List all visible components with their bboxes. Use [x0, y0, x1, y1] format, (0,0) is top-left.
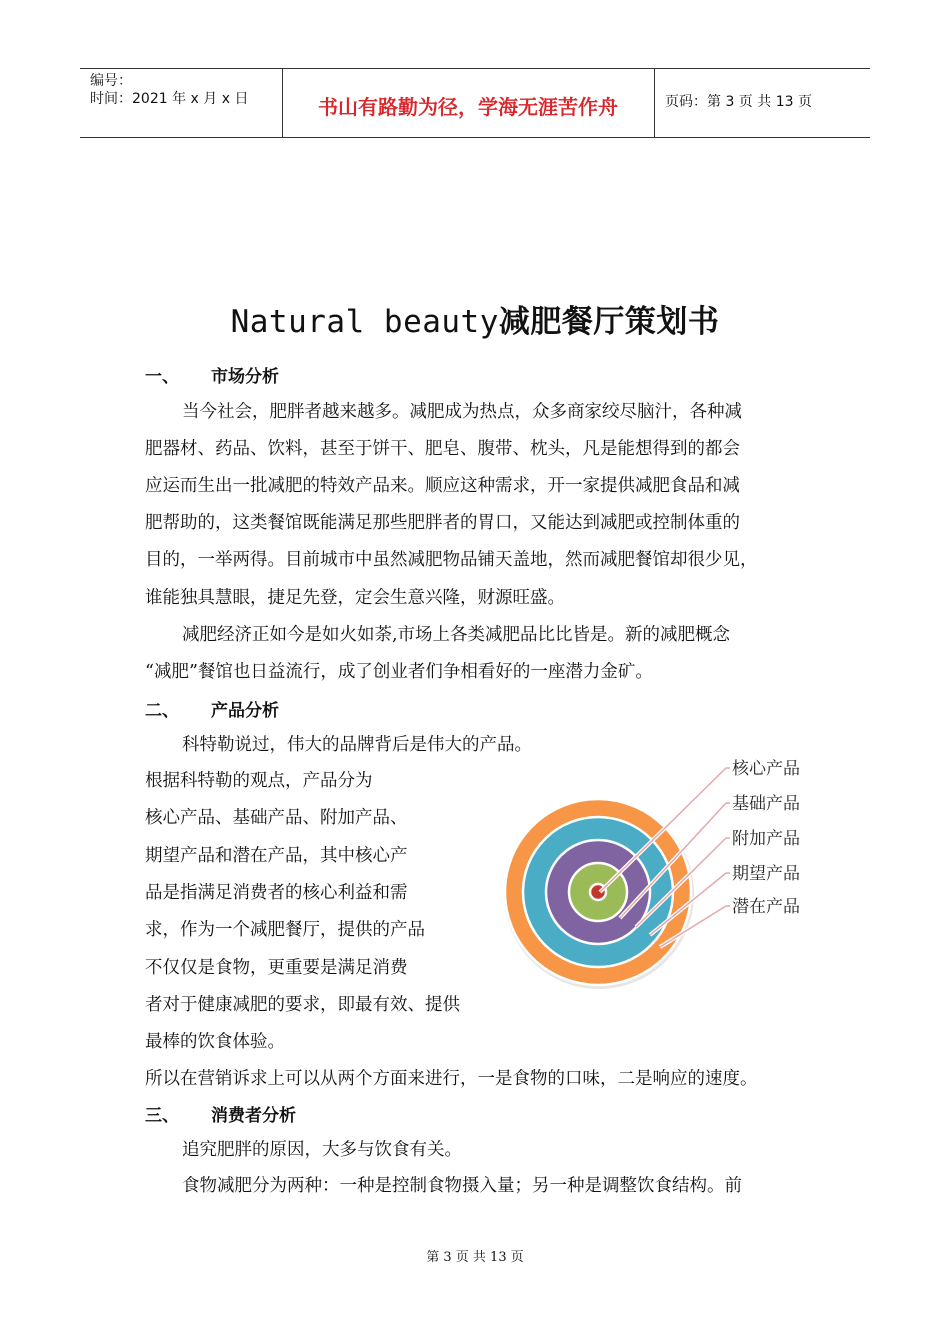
diagram-labels	[732, 759, 800, 917]
header-meta-cell	[80, 69, 283, 137]
motto: 书山有路勤为径，学海无涯苦作舟	[318, 95, 618, 119]
section-title: 市场分析	[211, 367, 279, 387]
section-title: 消费者分析	[211, 1106, 296, 1126]
paragraph-line: 求，作为一个减肥餐厅，提供的产品	[145, 920, 425, 940]
diagram-label: 基础产品	[732, 794, 800, 814]
title-zh: 减肥餐厅策划书	[498, 304, 720, 340]
paragraph-line: 肥帮助的，这类餐馆既能满足那些肥胖者的胃口，又能达到减肥或控制体重的	[145, 513, 740, 533]
paragraph-line: 核心产品、基础产品、附加产品、	[145, 808, 408, 828]
paragraph-line: 肥器材、药品、饮料，甚至于饼干、肥皂、腹带、枕头，凡是能想得到的都会	[145, 439, 740, 459]
section-heading-product	[145, 696, 279, 721]
section-number: 二、	[145, 701, 179, 721]
section-heading-market	[145, 362, 279, 387]
paragraph-line: 当今社会，肥胖者越来越多。减肥成为热点，众多商家绞尽脑汁，各种减	[182, 402, 742, 422]
paragraph-line: 谁能独具慧眼，捷足先登，定会生意兴隆，财源旺盛。	[145, 588, 565, 608]
paragraph-line: 根据科特勒的观点，产品分为	[145, 771, 373, 791]
diagram-label: 潜在产品	[732, 897, 800, 917]
paragraph-line: 减肥经济正如今是如火如荼,市场上各类减肥品比比皆是。新的减肥概念	[182, 625, 731, 645]
paragraph-line: 追究肥胖的原因，大多与饮食有关。	[182, 1140, 462, 1160]
page-footer: 第 3 页 共 13 页	[426, 1250, 524, 1265]
document-title	[0, 296, 950, 341]
paragraph-line: 所以在营销诉求上可以从两个方面来进行，一是食物的口味，二是响应的速度。	[145, 1069, 758, 1089]
title-en: Natural beauty	[230, 304, 499, 340]
header-motto-cell	[282, 69, 655, 137]
paragraph-line: 科特勒说过，伟大的品牌背后是伟大的产品。	[182, 735, 532, 755]
paragraph-line: “减肥”餐馆也日益流行，成了创业者们争相看好的一座潜力金矿。	[145, 662, 653, 682]
paragraph-line: 目的，一举两得。目前城市中虽然减肥物品铺天盖地，然而减肥餐馆却很少见，	[145, 550, 758, 570]
page-header	[80, 68, 870, 138]
header-page-cell	[655, 69, 870, 137]
section-heading-consumer	[145, 1101, 296, 1126]
paragraph-line: 应运而生出一批减肥的特效产品来。顺应这种需求，开一家提供减肥食品和减	[145, 476, 740, 496]
paragraph-line: 品是指满足消费者的核心利益和需	[145, 883, 408, 903]
diagram-label: 期望产品	[732, 864, 800, 884]
diagram-label: 核心产品	[732, 759, 800, 779]
page-info: 页码：第 3 页 共 13 页	[665, 94, 812, 110]
section-title: 产品分析	[211, 701, 279, 721]
section-number: 一、	[145, 367, 179, 387]
paragraph-line: 者对于健康减肥的要求，即最有效、提供	[145, 995, 460, 1015]
paragraph-line: 不仅仅是食物，更重要是满足消费	[145, 958, 408, 978]
product-levels-diagram	[500, 755, 840, 995]
paragraph-line: 期望产品和潜在产品，其中核心产	[145, 846, 408, 866]
paragraph-line: 食物减肥分为两种：一种是控制食物摄入量；另一种是调整饮食结构。前	[182, 1176, 742, 1196]
date-label: 时间：2021 年 x 月 x 日	[90, 91, 249, 107]
diagram-label: 附加产品	[732, 829, 800, 849]
section-number: 三、	[145, 1106, 179, 1126]
paragraph-line: 最棒的饮食体验。	[145, 1032, 285, 1052]
number-label: 编号：	[90, 73, 132, 89]
